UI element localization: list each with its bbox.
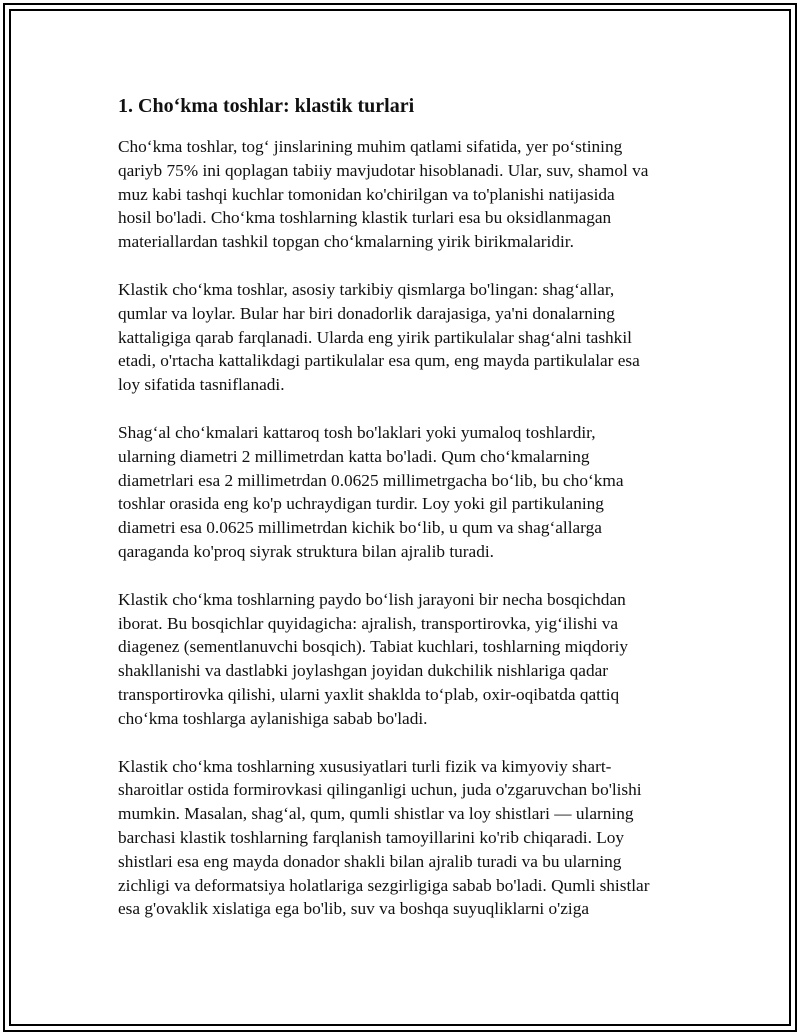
paragraph-formation: Klastik cho‘kma toshlarning paydo bo‘lish jarayoni bir necha bosqichdan iborat. Bu bosqichlar quyidagicha: ajralish, transportirovka, yig‘ilishi va diagenez (sementlanuvchi bosqich). Tabiat kuchlari, toshlarning miqdoriy shakllanishi va dastlabki joylashgan joyidan dukchilik nishlariga qadar transportirovka qilishi, ularni yaxlit shaklda to‘plab, oxir-oqibatda qattiq cho‘kma toshlarga aylanishiga sabab bo'ladi. <box>118 589 629 728</box>
paragraph-components: Klastik cho‘kma toshlar, asosiy tarkibiy qismlarga bo'lingan: shag‘allar, qumlar va loylar. Bular har biri donadorlik darajasiga, ya'ni donalarning kattaligiga qarab farqlanadi. Ularda eng yirik partikulalar shag‘alni tashkil etadi, o'rtacha kattalikdagi partikulalar esa qum, eng mayda partikulalar esa loy sifatida tasniflanadi. <box>118 279 640 395</box>
paragraph-grain-sizes: Shag‘al cho‘kmalari kattaroq tosh bo'laklari yoki yumaloq toshlardir, ularning diametri 2 millimetrdan katta bo'ladi. Qum cho‘kmalarning diametrlari esa 2 millimetrdan 0.0625 millimetrgacha bo‘lib, bu cho‘kma toshlar orasida eng ko'p uchraydigan turdir. Loy yoki gil partikulaning diametri esa 0.0625 millimetrdan kichik bo‘lib, u qum va shag‘allarga qaraganda ko'proq siyrak struktura bilan ajralib turadi. <box>118 422 624 561</box>
document-page <box>118 94 698 945</box>
paragraph-intro: Cho‘kma toshlar, tog‘ jinslarining muhim qatlami sifatida, yer po‘stining qariyb 75% ini qoplagan tabiiy mavjudotar hisoblanadi. Ular, suv, shamol va muz kabi tashqi kuchlar tomonidan ko'chirilgan va to'planishi natijasida hosil bo'ladi. Cho‘kma toshlarning klastik turlari esa bu oksidlanmagan materiallardan tashkil topgan cho‘kmalarning yirik birikmalaridir. <box>118 137 649 252</box>
paragraph-properties: Klastik cho‘kma toshlarning xususiyatlari turli fizik va kimyoviy shart- sharoitlar ostida formirovkasi qilinganligi uchun, juda o'zgaruvchan bo'lishi mumkin. Masalan, shag‘al, qum, qumli shistlar va loy shistlari — ularning barchasi klastik toshlarning farqlanish tamoyillarini ko'rib chiqaradi. Loy shistlari esa eng mayda donador shakli bilan ajralib turadi va bu ularning zichligi va deformatsiya holatlariga sezgirligiga sabab bo'ladi. Qumli shistlar esa g'ovaklik xislatiga ega bo'lib, suv va boshqa suyuqliklarni o'ziga <box>118 756 650 919</box>
section-heading: 1. Cho‘kma toshlar: klastik turlari <box>118 95 415 117</box>
